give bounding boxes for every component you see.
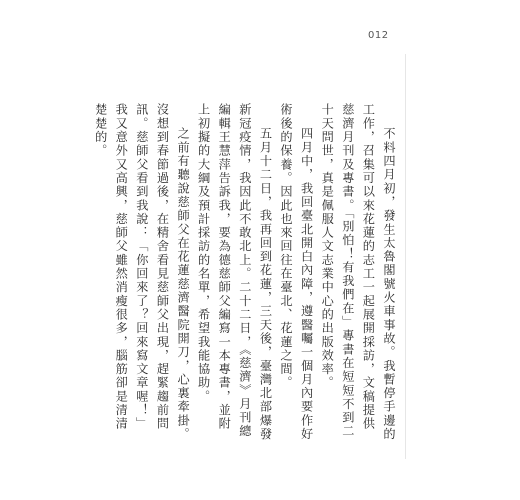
page-number: 012 [368, 30, 389, 41]
body-text [93, 103, 399, 443]
paragraph: 不料四月初，發生太魯閣號火車事故。我暫停手邊的工作，召集可以來花蓮的志工一起展開採訪，文稿提供慈濟月刊及專書。「別怕！有我們在」專書在短短不到二十天問世，真是佩服人文志業中心的出版效率。 [320, 103, 396, 442]
paragraph: 五月十二日，我再回到花蓮，三天後，臺灣北部爆發新冠疫情，我因此不敢北上。二十二日，《慈濟》月刊總編輯王慧萍告訴我，要為德慈師父編寫一本專書，並附上初擬的大綱及預計採訪的名單，希望我能協助。 [196, 103, 273, 442]
paragraph: 四月中，我回臺北開白內障，遵醫囑一個月內要作好術後的保養。因此也來回往在臺北、花蓮之間。 [279, 103, 314, 442]
paragraph: 之前有聽說慈師父在花蓮慈濟醫院開刀，心裏牽掛。沒想到春節過後，在精舍看見慈師父出現，趕緊趨前問訊。慈師父看到我說：「你回來了？回來寫文章喔！」我又意外又高興，慈師父雖然消瘦很多，腦筋卻是清清楚楚的。 [93, 103, 191, 442]
page-edge-divider [405, 54, 406, 459]
